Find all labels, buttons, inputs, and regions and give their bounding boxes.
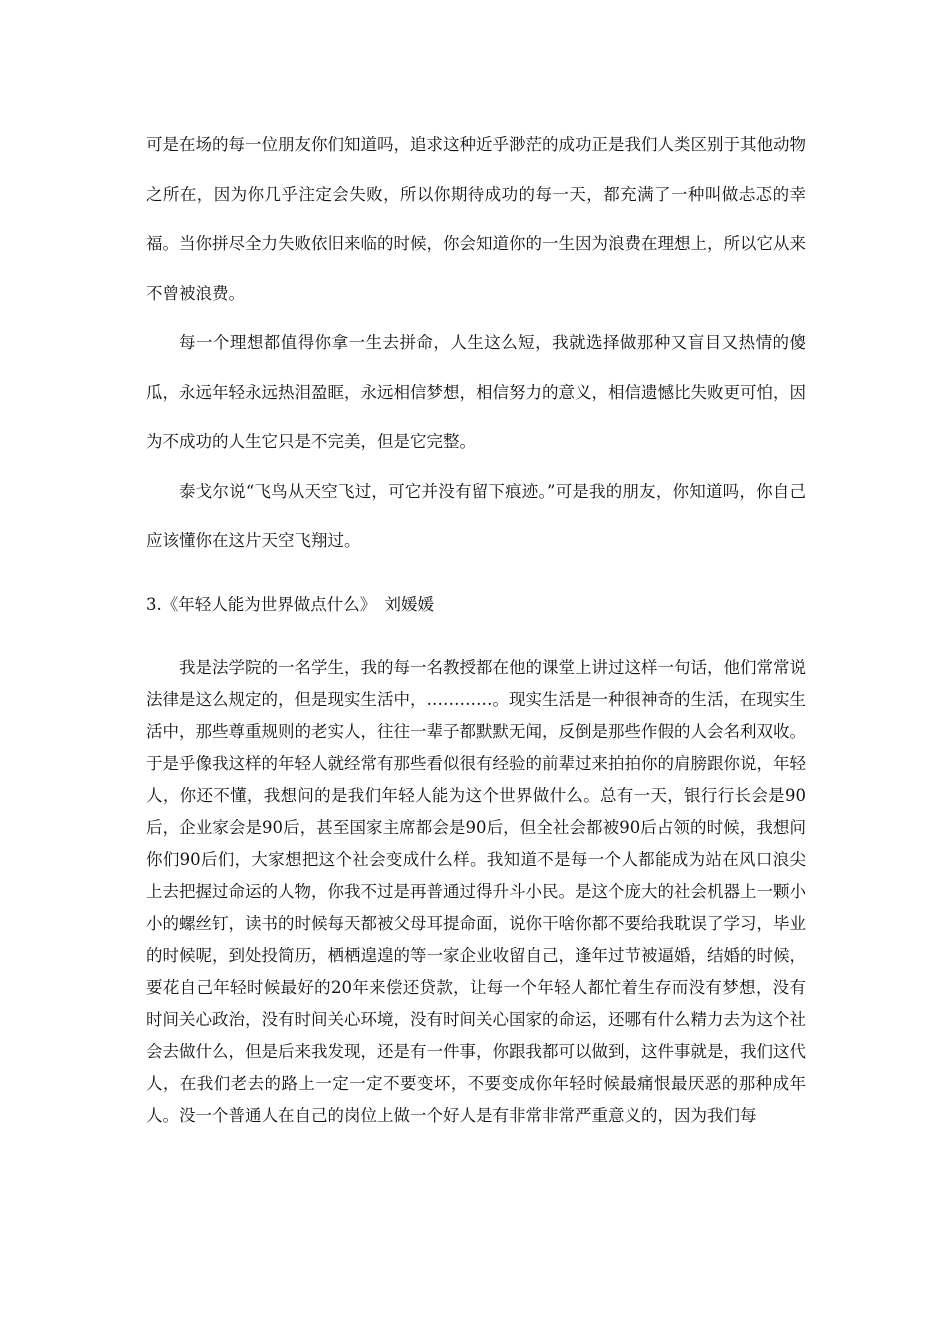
paragraph-4: 我是法学院的一名学生，我的每一名教授都在他的课堂上讲过这样一句话，他们常常说法律是这么规定的，但是现实生活中，…………。现实生活是一种很神奇的生活，在现实生活中，那些尊重规则的老实人，往往一辈子都默默无闻，反倒是那些作假的人会名利双收。于是乎像我这样的年轻人就经常有那些看似很有经验的前辈过来拍拍你的肩膀跟你说，年轻人，你还不懂，我想问的是我们年轻人能为这个世界做什么。总有一天，银行行长会是90后，企业家会是90后，甚至国家主席都会是90后，但全社会都被90后占领的时候，我想问你们90后们，大家想把这个社会变成什么样。我知道不是每一个人都能成为站在风口浪尖上去把握过命运的人物，你我不过是再普通过得升斗小民。是这个庞大的社会机器上一颗小小的螺丝钉，读书的时候每天都被父母耳提命面，说你干啥你都不要给我耽误了学习，毕业的时候呢，到处投简历，栖栖遑遑的等一家企业收留自己，逢年过节被逼婚，结婚的时候，要花自己年轻时候最好的20年来偿还贷款，让每一个年轻人都忙着生存而没有梦想，没有时间关心政治，没有时间关心环境，没有时间关心国家的命运，还哪有什么精力去为这个社会去做什么，但是后来我发现，还是有一件事，你跟我都可以做到，这件事就是，我们这代人，在我们老去的路上一定一定不要变坏，不要变成你年轻时候最痛恨最厌恶的那种成年人。没一个普通人在自己的岗位上做一个好人是有非常非常严重意义的，因为我们每 <box>146 658 806 1125</box>
speech-ending <box>146 120 806 566</box>
section-body <box>146 652 806 1132</box>
section-heading: 3.《年轻人能为世界做点什么》 刘媛媛 <box>146 595 434 614</box>
paragraph-3: 泰戈尔说“飞鸟从天空飞过，可它并没有留下痕迹。”可是我的朋友，你知道吗，你自己应该懂你在这片天空飞翔过。 <box>146 481 806 550</box>
paragraph-1: 可是在场的每一位朋友你们知道吗，追求这种近乎渺茫的成功正是我们人类区别于其他动物之所在，因为你几乎注定会失败，所以你期待成功的每一天，都充满了一种叫做忐忑的幸福。当你拼尽全力失败依旧来临的时候，你会知道你的一生因为浪费在理想上，所以它从来不曾被浪费。 <box>146 135 806 303</box>
paragraph-2: 每一个理想都值得你拿一生去拼命，人生这么短，我就选择做那种又盲目又热情的傻瓜，永远年轻永远热泪盈眶，永远相信梦想，相信努力的意义，相信遗憾比失败更可怕，因为不成功的人生它只是不完美，但是它完整。 <box>146 333 806 451</box>
